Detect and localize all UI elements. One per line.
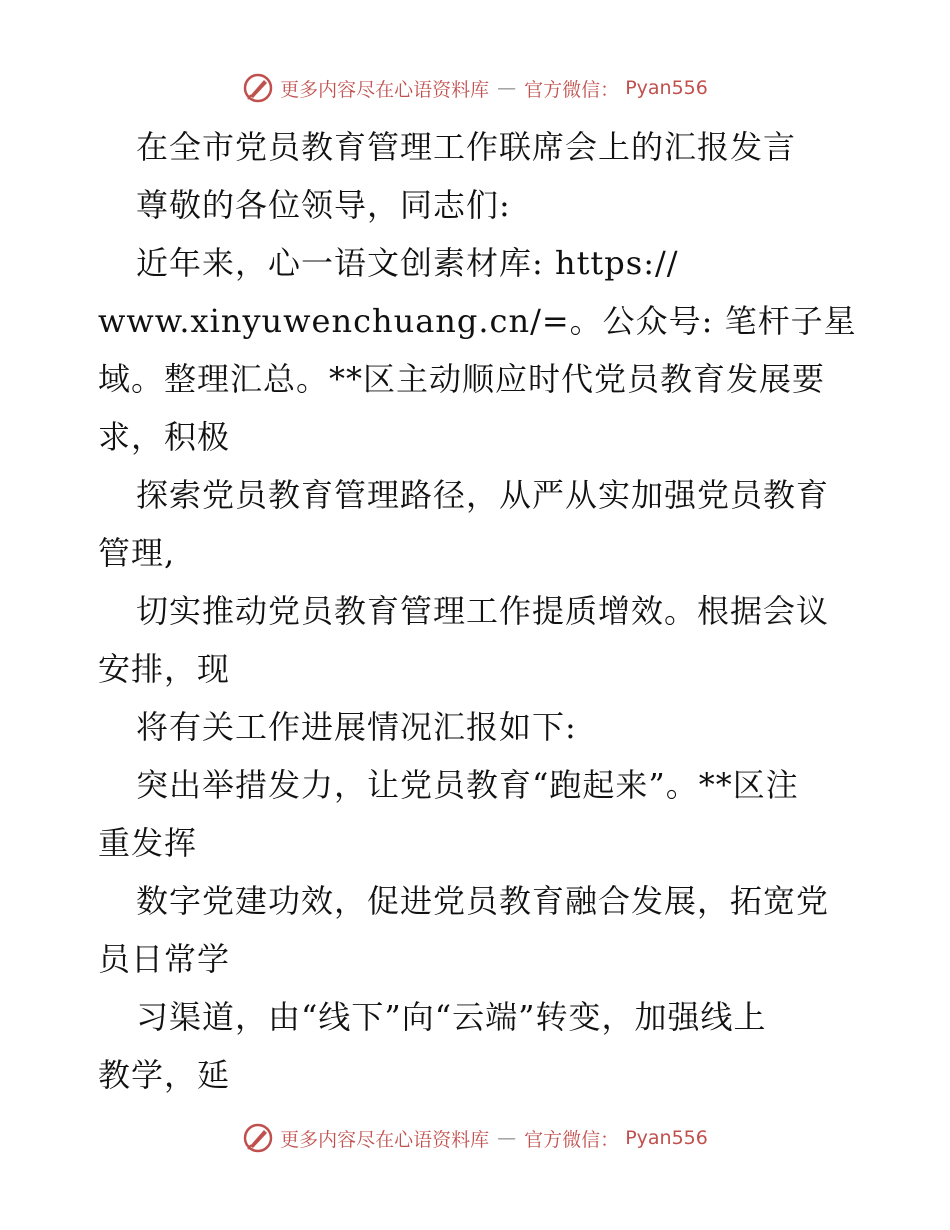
header-watermark — [0, 72, 950, 104]
paragraph-line: 域。整理汇总。**区主动顺应时代党员教育发展要 — [98, 360, 826, 398]
watermark-separator: — — [497, 77, 517, 99]
watermark-official: 官方微信： — [524, 1128, 620, 1151]
watermark-separator: — — [497, 1127, 517, 1149]
paragraph-line: 重发挥 — [98, 824, 198, 862]
paragraph-line: 员日常学 — [98, 940, 231, 978]
paragraph-line: 突出举措发力，让党员教育“跑起来”。**区注 — [136, 766, 799, 804]
paragraph-line: 探索党员教育管理路径，从严从实加强党员教育 — [136, 476, 830, 514]
watermark-handle: Pyan556 — [625, 1127, 708, 1149]
document-body — [98, 118, 858, 1104]
paragraph-line: 将有关工作进展情况汇报如下: — [136, 708, 577, 746]
paragraph-line: 安排，现 — [98, 650, 231, 688]
footer-watermark — [0, 1122, 950, 1154]
watermark-text: 更多内容尽在心语资料库 — [280, 1128, 490, 1151]
quill-pen-logo-icon — [242, 72, 274, 104]
paragraph-line: 近年来，心一语文创素材库: https:// — [136, 244, 679, 282]
salutation: 尊敬的各位领导，同志们: — [136, 186, 511, 224]
quill-pen-logo-icon — [242, 1122, 274, 1154]
paragraph-line: www.xinyuwenchuang.cn/=。公众号: 笔杆子星 — [98, 302, 857, 340]
document-title: 在全市党员教育管理工作联席会上的汇报发言 — [136, 128, 797, 166]
paragraph-line: 习渠道，由“线下”向“云端”转变，加强线上 — [136, 998, 767, 1036]
watermark-handle: Pyan556 — [625, 77, 708, 99]
paragraph-line: 数字党建功效，促进党员教育融合发展，拓宽党 — [136, 882, 830, 920]
paragraph-line: 教学，延 — [98, 1056, 231, 1094]
paragraph-line: 求，积极 — [98, 418, 231, 456]
watermark-text: 更多内容尽在心语资料库 — [280, 78, 490, 101]
paragraph-line: 管理, — [98, 534, 176, 572]
paragraph-line: 切实推动党员教育管理工作提质增效。根据会议 — [136, 592, 830, 630]
watermark-official: 官方微信： — [524, 78, 620, 101]
